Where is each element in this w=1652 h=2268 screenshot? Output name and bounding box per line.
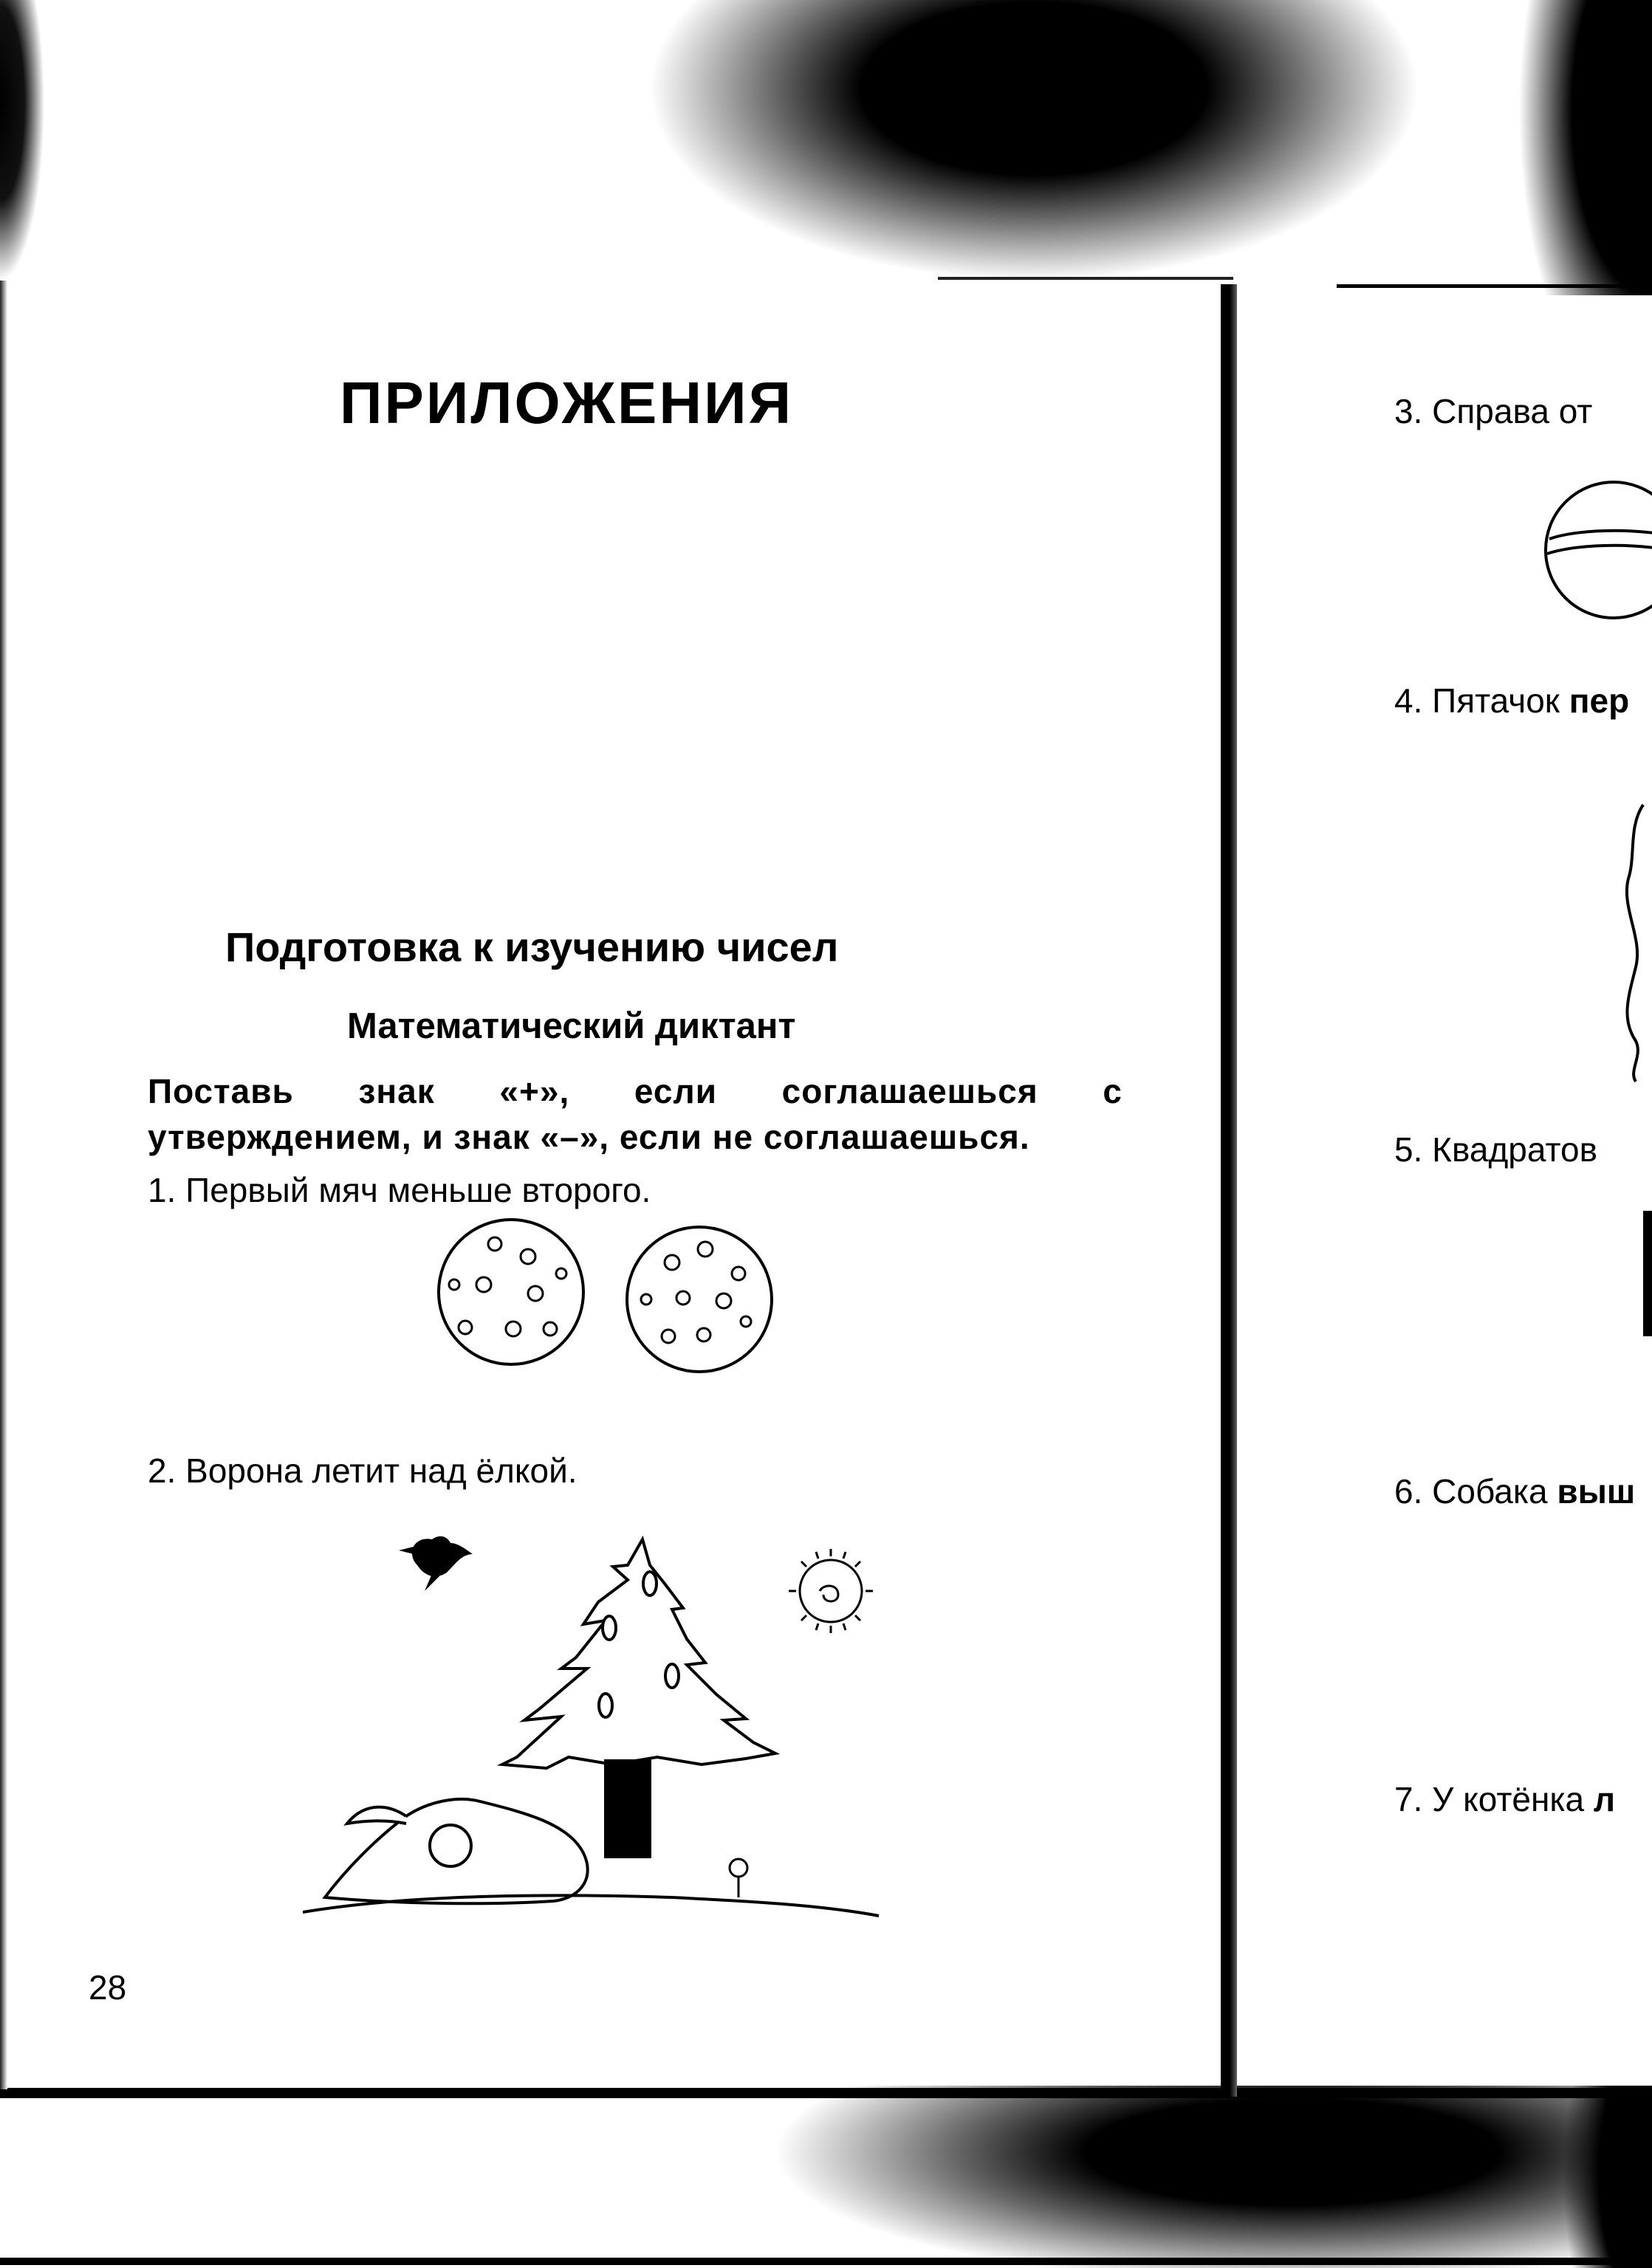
- dictation-item-3: 3. Справа от: [1394, 392, 1593, 430]
- scan-bottom-edge: [0, 2258, 1652, 2265]
- scan-shadow-bottom: [0, 2086, 1652, 2268]
- page-title: ПРИЛОЖЕНИЯ: [340, 370, 794, 436]
- sun-icon: [789, 1549, 873, 1633]
- book-spine: [1221, 284, 1237, 2097]
- flower-icon: [730, 1859, 747, 1897]
- dictation-item-4: 4. Пятачок пер: [1394, 681, 1630, 720]
- dictation-item-1: 1. Первый мяч меньше второго.: [148, 1171, 651, 1209]
- ball-3-illustration: [1536, 476, 1652, 624]
- dictation-item-6: 6. Собака выш: [1394, 1472, 1636, 1511]
- page-number: 28: [89, 1968, 127, 2007]
- crow-icon: [399, 1536, 473, 1591]
- balls-illustration: [432, 1203, 779, 1395]
- right-page-top-edge: [1337, 284, 1652, 288]
- ball-icon: [439, 1220, 583, 1364]
- dictation-item-2: 2. Ворона летит над ёлкой.: [148, 1451, 577, 1490]
- ball-icon: [1546, 482, 1652, 618]
- fir-tree-icon: [502, 1539, 775, 1857]
- hare-icon: [325, 1799, 588, 1903]
- ball-icon: [627, 1227, 772, 1372]
- scan-shadow-top: [0, 0, 1652, 295]
- crow-tree-illustration: [303, 1521, 908, 1942]
- instruction-text: Поставь знак «+», если соглашаешься с утверждением, и знак «–», если не соглашаешься.: [148, 1072, 1123, 1156]
- piglet-illustration: [1614, 797, 1652, 1085]
- section-title: Подготовка к изучению чисел: [225, 924, 839, 970]
- left-page-top-edge: [938, 277, 1233, 280]
- dictation-item-5: 5. Квадратов: [1394, 1130, 1598, 1169]
- section-subtitle: Математический диктант: [347, 1006, 796, 1046]
- dictation-item-7: 7. У котёнка л: [1394, 1780, 1616, 1818]
- left-page-edge: [0, 281, 7, 2089]
- square-shape: [1643, 1211, 1652, 1336]
- page-bottom-edge: [0, 2088, 1652, 2098]
